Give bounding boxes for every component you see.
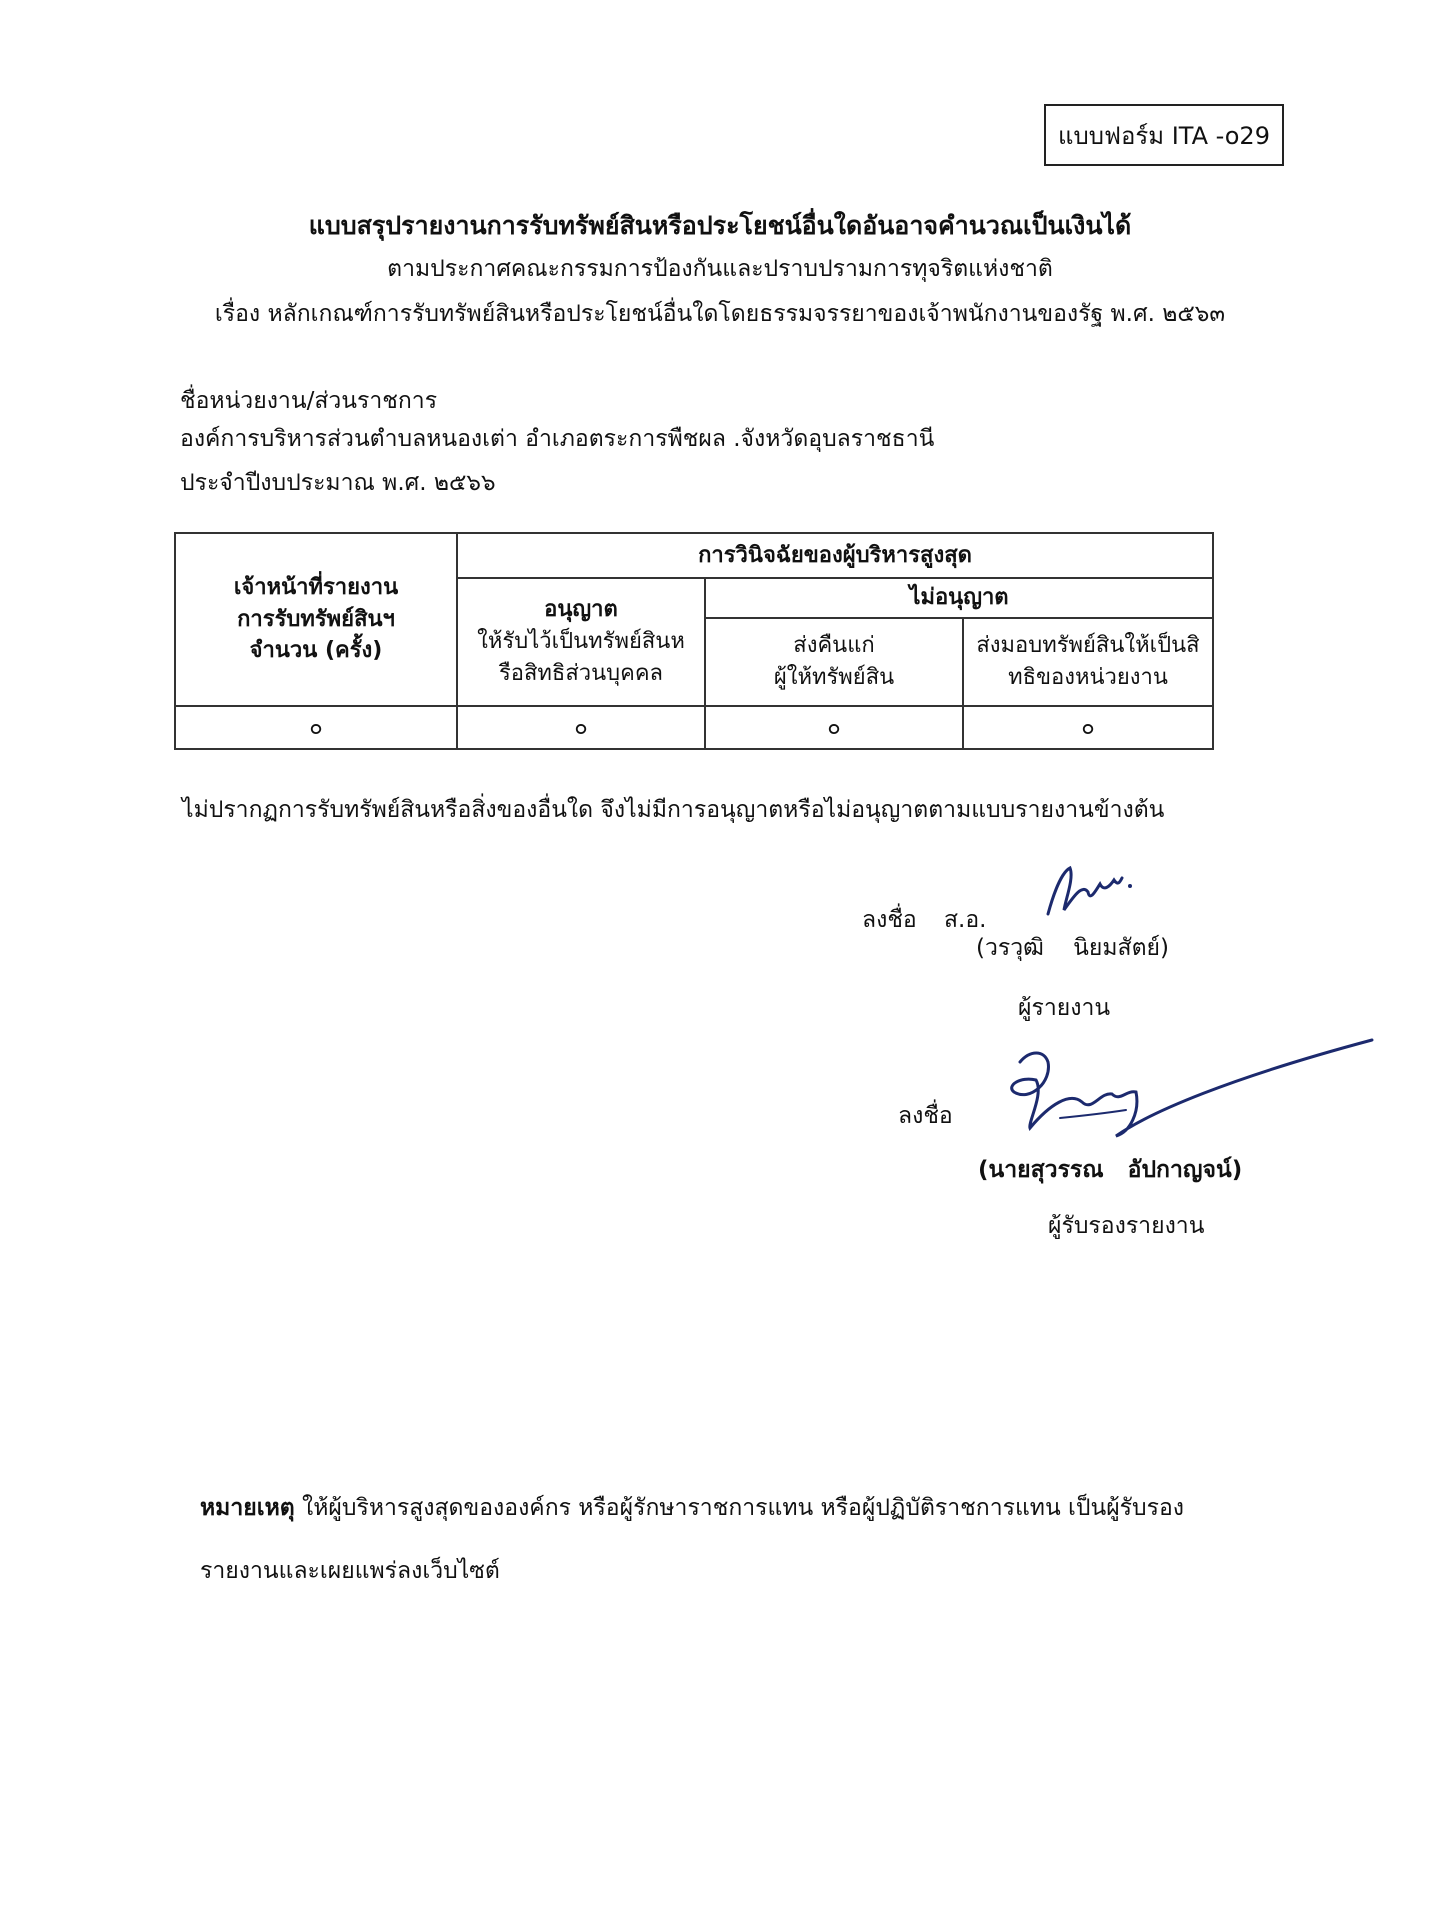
report-table bbox=[174, 532, 1214, 750]
reporter-count-header bbox=[175, 533, 457, 706]
return-desc-line-2: ผู้ให้ทรัพย์สิน bbox=[773, 665, 895, 690]
form-code: แบบฟอร์ม ITA -o29 bbox=[1058, 121, 1270, 150]
transfer-desc-line-2: ทธิของหน่วยงาน bbox=[1008, 665, 1168, 690]
document-title: แบบสรุปรายงานการรับทรัพย์สินหรือประโยชน์อื่นใดอันอาจคำนวณเป็นเงินได้ bbox=[308, 211, 1132, 240]
reporter-position: ส.อ. bbox=[944, 907, 987, 933]
remark-label: หมายเหตุ bbox=[200, 1495, 295, 1521]
remark-line-2: รายงานและเผยแพร่ลงเว็บไซต์ bbox=[200, 1558, 500, 1584]
reporter-header-line-3: จำนวน (ครั้ง) bbox=[249, 638, 383, 664]
allow-column bbox=[457, 578, 705, 706]
return-desc-line-1: ส่งคืนแก่ bbox=[793, 633, 875, 659]
reporter-header-line-1: เจ้าหน้าที่รายงาน bbox=[233, 574, 399, 600]
transfer-desc-line-1: ส่งมอบทรัพย์สินให้เป็นสิ bbox=[976, 633, 1200, 659]
remark-line-1 bbox=[200, 1490, 1184, 1526]
reporter-signature bbox=[1040, 862, 1140, 924]
allow-desc-line-2: รือสิทธิส่วนบุคคล bbox=[498, 660, 664, 686]
certifier-signature bbox=[1000, 1032, 1380, 1142]
reporter-header-line-2: การรับทรัพย์สินฯ bbox=[237, 606, 395, 632]
decision-header: การวินิจฉัยของผู้บริหารสูงสุด bbox=[457, 533, 1213, 578]
document-subtitle-2: เรื่อง หลักเกณฑ์การรับทรัพย์สินหรือประโยชน์อื่นใดโดยธรรมจรรยาของเจ้าพนักงานของรัฐ พ.ศ. ๒๕๖๓ bbox=[214, 301, 1226, 327]
transfer-count-cell: ๐ bbox=[963, 706, 1213, 749]
reporter-sign-label: ลงชื่อ bbox=[862, 907, 917, 933]
certifier-sign-label: ลงชื่อ bbox=[898, 1103, 953, 1129]
reporter-name: (วรวุฒิ นิยมสัตย์) bbox=[976, 935, 1169, 961]
form-code-box bbox=[1044, 104, 1284, 166]
allow-desc-line-1: ให้รับไว้เป็นทรัพย์สินห bbox=[477, 629, 685, 655]
deny-header: ไม่อนุญาต bbox=[705, 578, 1213, 618]
allow-count-cell: ๐ bbox=[457, 706, 705, 749]
certifier-name: (นายสุวรรณ อัปกาญจน์) bbox=[978, 1157, 1243, 1183]
document-subtitle-1: ตามประกาศคณะกรรมการป้องกันและปราบปรามการทุจริตแห่งชาติ bbox=[387, 256, 1053, 282]
remark-text-1: ให้ผู้บริหารสูงสุดขององค์กร หรือผู้รักษาราชการแทน หรือผู้ปฏิบัติราชการแทน เป็นผู้รับรอง bbox=[294, 1495, 1185, 1521]
count-cell: ๐ bbox=[175, 706, 457, 749]
return-count-cell: ๐ bbox=[705, 706, 963, 749]
note-text: ไม่ปรากฏการรับทรัพย์สินหรือสิ่งของอื่นใด จึงไม่มีการอนุญาตหรือไม่อนุญาตตามแบบรายงานข้างต้น bbox=[182, 797, 1165, 823]
reporter-role: ผู้รายงาน bbox=[1018, 995, 1111, 1021]
transfer-column bbox=[963, 618, 1213, 706]
return-column bbox=[705, 618, 963, 706]
agency-label: ชื่อหน่วยงาน/ส่วนราชการ bbox=[180, 388, 438, 414]
fiscal-year: ประจำปีงบประมาณ พ.ศ. ๒๕๖๖ bbox=[180, 470, 496, 496]
agency-name: องค์การบริหารส่วนตำบลหนองเต่า อำเภอตระการพืชผล .จังหวัดอุบลราชธานี bbox=[180, 426, 935, 452]
certifier-role: ผู้รับรองรายงาน bbox=[1048, 1213, 1205, 1239]
allow-header: อนุญาต bbox=[544, 597, 618, 623]
